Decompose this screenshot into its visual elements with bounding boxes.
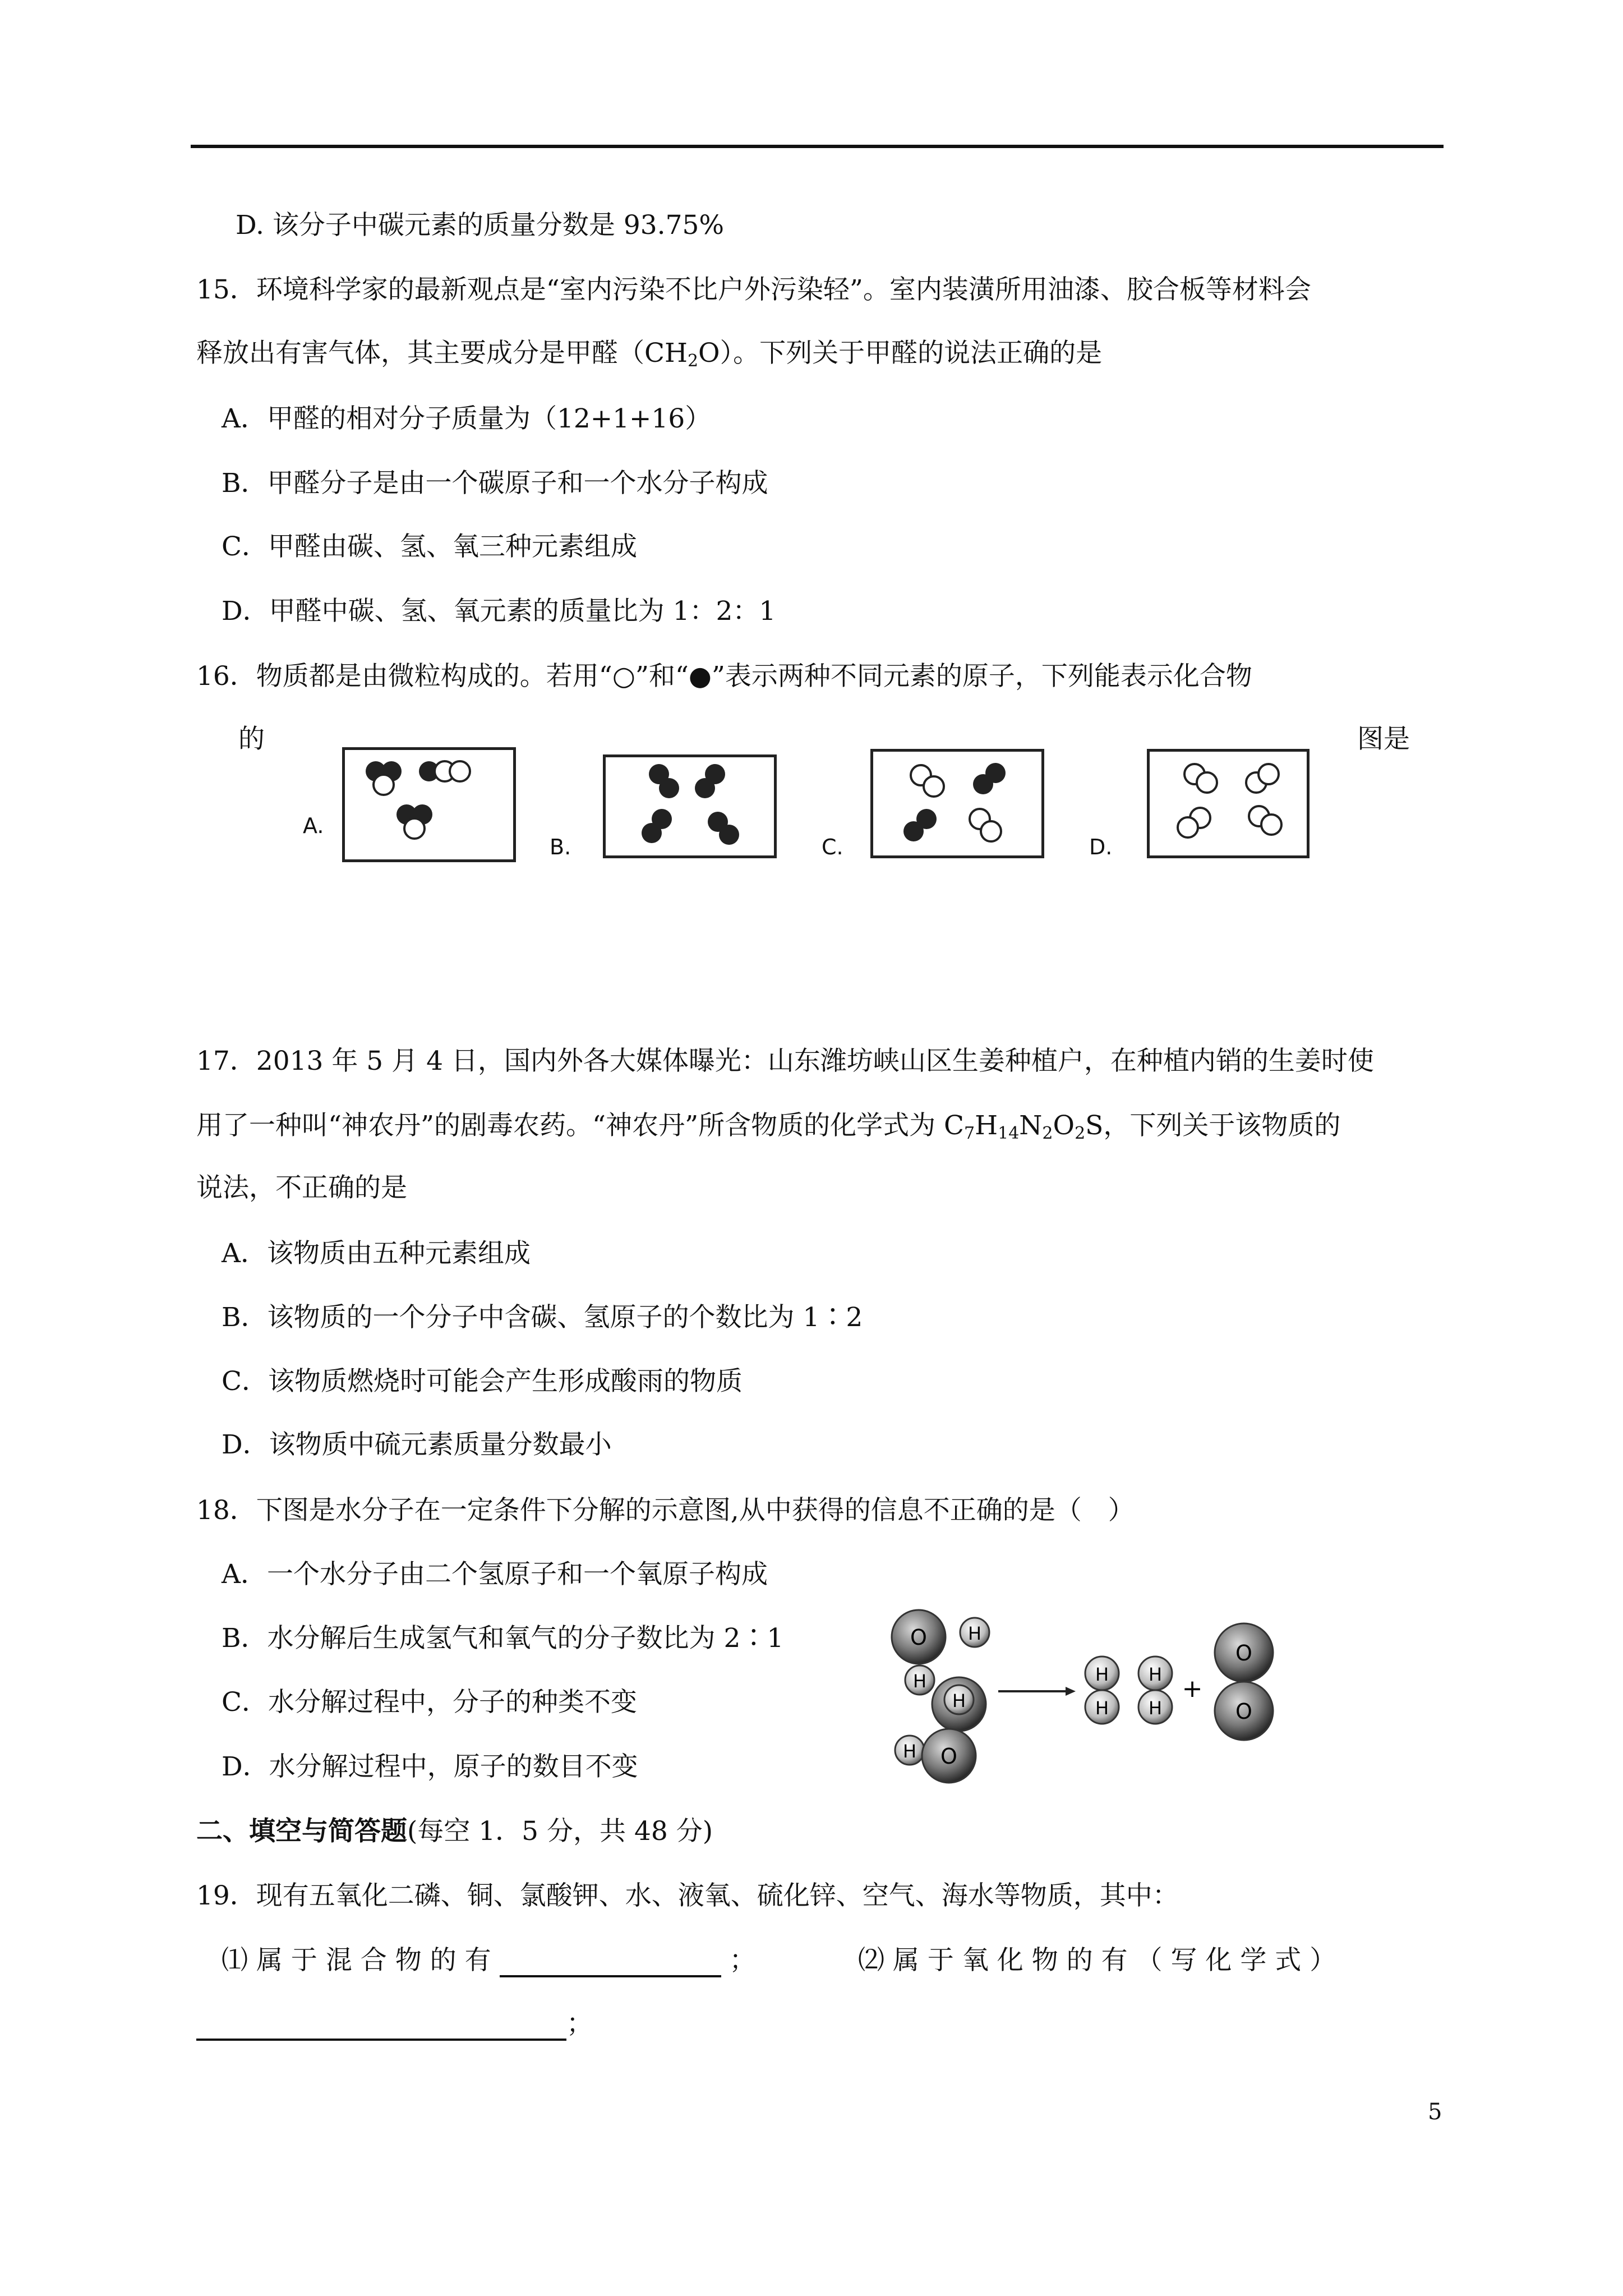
q16-label-c: C.: [822, 835, 843, 859]
q19-stem: 19．现有五氧化二磷、铜、氯酸钾、水、液氧、硫化锌、空气、海水等物质，其中：: [196, 1880, 1179, 1911]
oxygen-molecule: [1215, 1623, 1273, 1740]
q15-option-a: A．甲醛的相对分子质量为（12+1+16）: [222, 403, 712, 434]
svg-text:O: O: [940, 1744, 957, 1769]
q16-label-d: D.: [1089, 835, 1113, 859]
q17-stem-line3: 说法，不正确的是: [196, 1172, 407, 1203]
svg-text:O: O: [1235, 1699, 1252, 1724]
q16-option-a-molecules: [345, 750, 513, 859]
q16-stem-line2-left: 的: [238, 724, 265, 754]
water-molecules: [892, 1610, 989, 1783]
q16-stem-line2-right: 图是: [1357, 724, 1410, 754]
q19-part1: ⑴ 属 于 混 合 物 的 有 ；: [222, 1944, 756, 1977]
header-rule: [191, 145, 1444, 148]
q19-part2-answer: ；: [196, 2007, 593, 2041]
q18-option-d: D．水分解过程中，原子的数目不变: [222, 1751, 638, 1782]
q17-stem-line2: 用了一种叫“神农丹”的剧毒农药。“神农丹”所含物质的化学式为 $C_7H_{14}N_2O_2S$，下列关于该物质的: [196, 1110, 1341, 1143]
q15-stem-line2: 释放出有害气体，其主要成分是甲醛$(CH_2O)$。下列关于甲醛的说法正确的是: [196, 338, 1103, 371]
q16-option-d-molecules: [1150, 752, 1307, 855]
q16-option-d-box: [1147, 749, 1310, 858]
q16-option-c-box: [870, 749, 1044, 858]
q16-figure: [297, 740, 1363, 881]
svg-text:H: H: [952, 1690, 966, 1711]
q19-part2: ⑵ 属 于 氧 化 物 的 有 （ 写 化 学 式 ）: [858, 1945, 1336, 1976]
q16-label-a: A.: [303, 813, 324, 838]
q18-option-a: A．一个水分子由二个氢原子和一个氧原子构成: [222, 1559, 768, 1590]
q14-option-d: D. 该分子中碳元素的质量分数是 93.75%: [236, 210, 725, 241]
svg-text:H: H: [1148, 1664, 1163, 1685]
q15-option-b: B．甲醛分子是由一个碳原子和一个水分子构成: [222, 468, 768, 499]
hydrogen-molecules: [1085, 1657, 1172, 1724]
q16-option-c-molecules: [873, 752, 1041, 855]
q18-option-c: C．水分解过程中，分子的种类不变: [222, 1687, 637, 1718]
reaction-arrow: [998, 1687, 1076, 1696]
q17-option-d: D．该物质中硫元素质量分数最小: [222, 1429, 612, 1460]
q18-option-b: B．水分解后生成氢气和氧气的分子数比为 2∶1: [222, 1623, 784, 1654]
q19-blank-1[interactable]: [500, 1950, 721, 1977]
q15-option-d: D．甲醛中碳、氢、氧元素的质量比为 1：2：1: [222, 596, 776, 627]
q18-water-decomposition-figure: [886, 1604, 1290, 1789]
svg-text:H: H: [1148, 1697, 1163, 1719]
q18-stem: 18．下图是水分子在一定条件下分解的示意图,从中获得的信息不正确的是（ ）: [196, 1495, 1135, 1526]
q17-option-c: C．该物质燃烧时可能会产生形成酸雨的物质: [222, 1366, 743, 1397]
q16-option-b-box: [603, 754, 777, 858]
q18-figure-svg: [886, 1604, 1290, 1789]
q17-option-b: B．该物质的一个分子中含碳、氢原子的个数比为 1∶2: [222, 1302, 863, 1333]
q16-label-b: B.: [550, 835, 571, 859]
q17-option-a: A．该物质由五种元素组成: [222, 1238, 531, 1269]
q15-option-c: C．甲醛由碳、氢、氧三种元素组成: [222, 531, 637, 562]
q15-stem-line1: 15．环境科学家的最新观点是“室内污染不比户外污染轻”。室内装潢所用油漆、胶合板等材料会: [196, 274, 1311, 305]
svg-text:O: O: [1235, 1641, 1252, 1665]
q16-option-a-box: [342, 747, 516, 862]
q19-blank-2[interactable]: [196, 2014, 566, 2041]
q16-stem-line1: 16．物质都是由微粒构成的。若用“○”和“●”表示两种不同元素的原子，下列能表示化合物: [196, 661, 1252, 692]
svg-text:H: H: [902, 1741, 917, 1762]
q16-option-b-molecules: [606, 757, 774, 855]
page-number: 5: [1428, 2099, 1442, 2125]
svg-text:H: H: [967, 1623, 982, 1644]
svg-text:H: H: [1095, 1697, 1109, 1719]
q17-stem-line1: 17．2013 年 5 月 4 日，国内外各大媒体曝光：山东潍坊峡山区生姜种植户，在种植内销的生姜时使: [196, 1046, 1374, 1076]
svg-text:H: H: [1095, 1664, 1109, 1685]
svg-text:O: O: [910, 1625, 927, 1650]
svg-text:H: H: [912, 1671, 927, 1692]
plus-sign: +: [1182, 1674, 1203, 1703]
section2-heading: 二、填空与简答题(每空 1．5 分，共 48 分): [196, 1816, 713, 1847]
